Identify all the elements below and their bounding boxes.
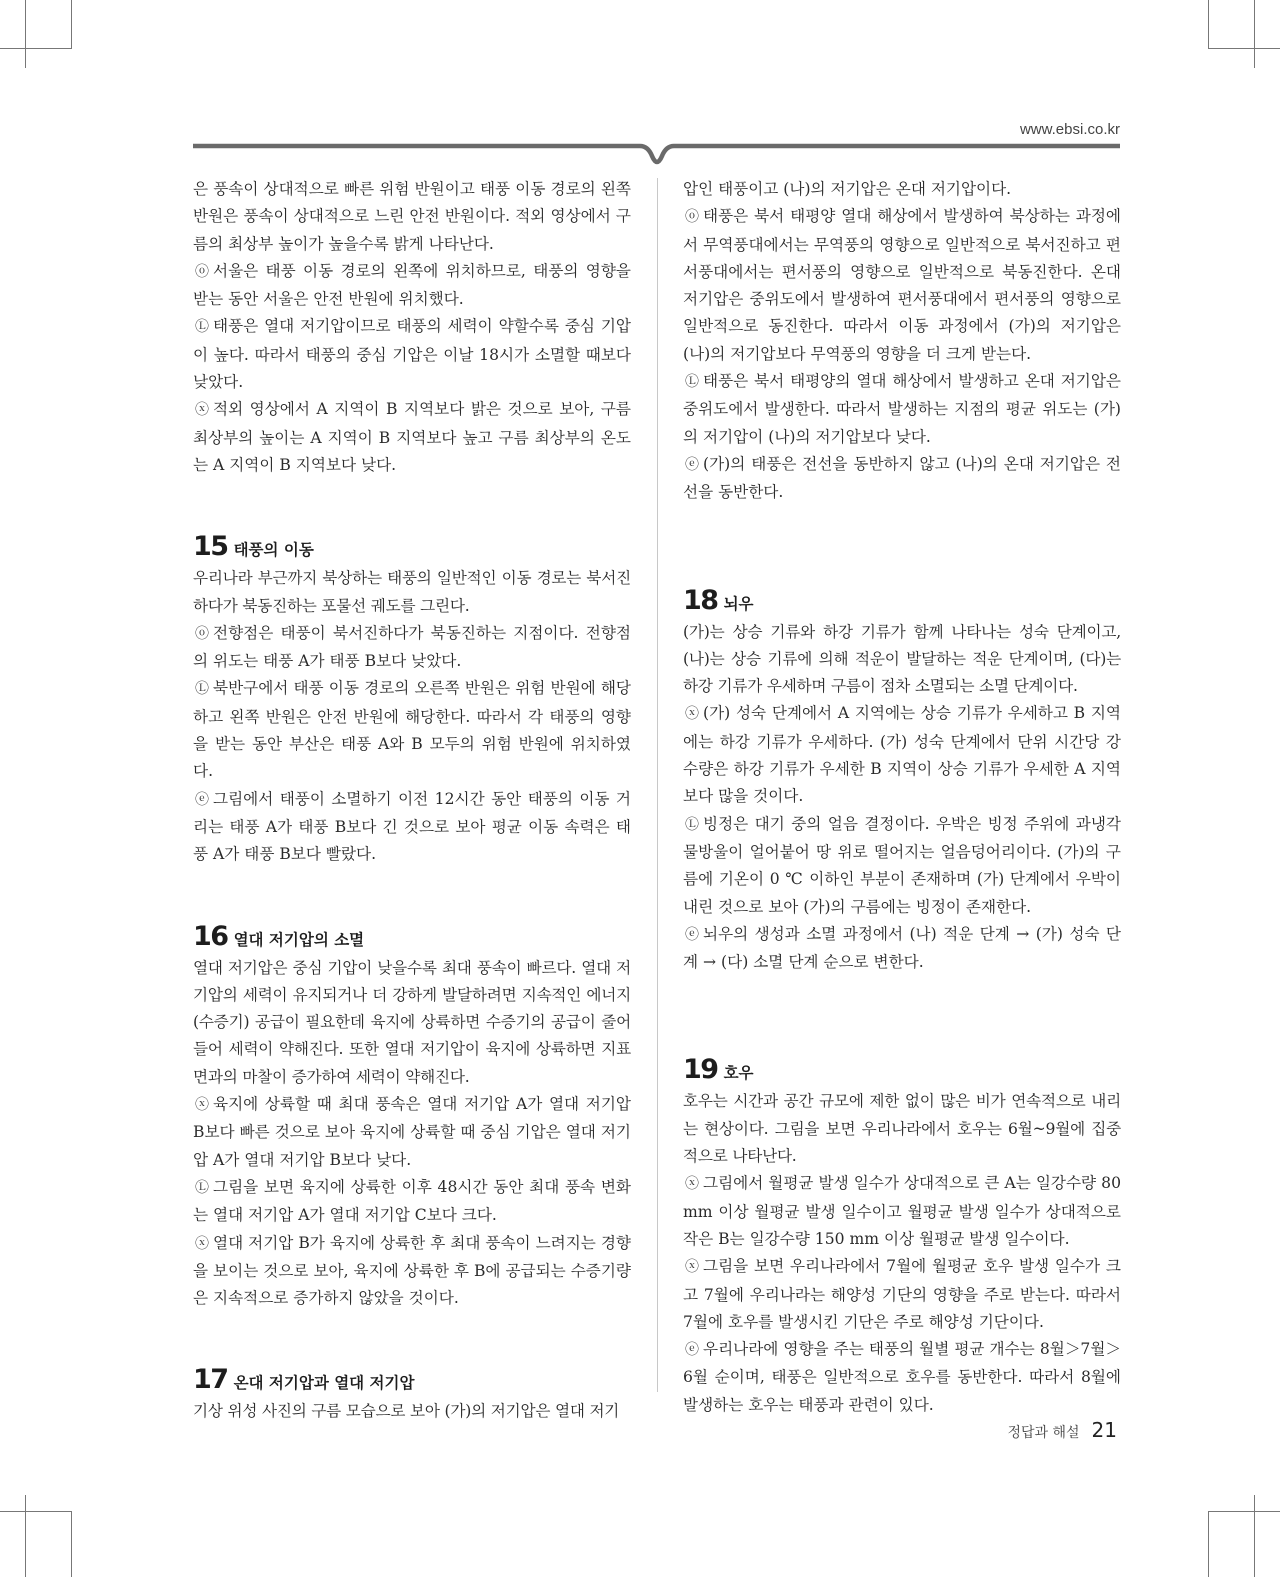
correct-mark-icon: Ⓛ <box>195 681 209 698</box>
section-lead: (가)는 상승 기류와 하강 기류가 함께 나타나는 성숙 단계이고, (나)는 상승 기류에 의해 적운이 발달하는 적운 단계이며, (다)는 하강 기류가 우세하며 구름이 점차 소멸되는 소멸 단계이다. <box>683 622 1121 696</box>
right-column <box>683 176 1121 1419</box>
wrong-mark-icon: ⓧ <box>195 1097 209 1114</box>
correct-mark-icon: Ⓛ <box>685 374 699 391</box>
answer-item <box>193 675 631 785</box>
answer-text: 그림에서 월평균 발생 일수가 상대적으로 큰 A는 일강수량 80 mm 이상 월평균 발생 일수이고 월평균 발생 일수가 상대적으로 작은 B는 일강수량 150 mm 이상 월평균 발생 일수이다. <box>683 1174 1121 1248</box>
section-number: 19 <box>683 1054 718 1086</box>
answer-text: 적외 영상에서 A 지역이 B 지역보다 밝은 것으로 보아, 구름 최상부의 높이는 A 지역이 B 지역보다 높고 구름 최상부의 온도는 A 지역이 B 지역보다 낮다. <box>193 400 631 474</box>
crop-mark <box>25 1495 26 1577</box>
section-title: 뇌우 <box>723 594 754 613</box>
correct-mark-icon: ⓔ <box>685 926 699 943</box>
answer-item <box>683 1170 1121 1253</box>
answer-item <box>683 1253 1121 1336</box>
answer-item <box>683 203 1121 368</box>
section-number: 18 <box>683 584 718 616</box>
page-number: 21 <box>1091 1418 1117 1442</box>
section-title: 온대 저기압과 열대 저기압 <box>233 1374 415 1393</box>
correct-mark-icon: Ⓛ <box>195 319 209 336</box>
section-title: 열대 저기압의 소멸 <box>233 930 365 949</box>
answer-item <box>683 368 1121 451</box>
answer-text: 서울은 태풍 이동 경로의 왼쪽에 위치하므로, 태풍의 영향을 받는 동안 서울은 안전 반원에 위치했다. <box>193 261 631 309</box>
crop-mark <box>0 1511 72 1512</box>
answer-item <box>193 1174 631 1230</box>
answer-item <box>683 1336 1121 1419</box>
answer-item <box>683 451 1121 507</box>
section-lead: 기상 위성 사진의 구름 모습으로 보아 (가)의 저기압은 열대 저기 <box>193 1402 620 1421</box>
section-lead: 열대 저기압은 중심 기압이 낮을수록 최대 풍속이 빠르다. 열대 저기압의 세력이 유지되거나 더 강하게 발달하려면 지속적인 에너지(수증기) 공급이 필요한데 육지에 상륙하면 수증기의 공급이 줄어들어 세력이 약해진다. 또한 열대 저기압이 육지에 상륙하면 지표면과의 마찰이 증가하여 세력이 약해진다. <box>193 958 631 1086</box>
left-column <box>193 176 631 1426</box>
wrong-mark-icon: ⓧ <box>195 402 209 419</box>
wrong-mark-icon: ⓧ <box>685 1176 699 1193</box>
intro-text: 압인 태풍이고 (나)의 저기압은 온대 저기압이다. <box>683 180 1012 198</box>
crop-mark <box>1208 1511 1280 1512</box>
answer-text: 우리나라에 영향을 주는 태풍의 월별 평균 개수는 8월＞7월＞6월 순이며, 태풍은 일반적으로 호우를 동반한다. 따라서 8월에 발생하는 호우는 태풍과 관련이 있다. <box>683 1340 1121 1414</box>
answer-item <box>193 620 631 676</box>
correct-mark-icon: Ⓛ <box>195 1179 209 1196</box>
answer-text: 그림에서 태풍이 소멸하기 이전 12시간 동안 태풍의 이동 거리는 태풍 A가 태풍 B보다 긴 것으로 보아 평균 이동 속력은 태풍 A가 태풍 B보다 빨랐다. <box>193 789 631 864</box>
correct-mark-icon: ⓔ <box>195 791 209 808</box>
section-number: 17 <box>193 1364 228 1396</box>
answer-item <box>193 258 631 314</box>
section-lead: 호우는 시간과 공간 규모에 제한 없이 많은 비가 연속적으로 내리는 현상이다. 그림을 보면 우리나라에서 호우는 6월~9월에 집중적으로 나타난다. <box>683 1092 1121 1166</box>
answer-text: 태풍은 북서 태평양의 열대 해상에서 발생하고 온대 저기압은 중위도에서 발생한다. 따라서 발생하는 지점의 평균 위도는 (가)의 저기압이 (나)의 저기압보다 낮다. <box>683 372 1121 446</box>
correct-mark-icon: ⓞ <box>195 625 209 642</box>
section-16-heading <box>193 920 631 952</box>
column-divider <box>657 178 658 1392</box>
section-lead: 우리나라 부근까지 북상하는 태풍의 일반적인 이동 경로는 북서진하다가 북동진하는 포물선 궤도를 그린다. <box>193 569 631 615</box>
answer-item <box>193 786 631 869</box>
answer-item <box>193 396 631 479</box>
answer-text: 그림을 보면 육지에 상륙한 이후 48시간 동안 최대 풍속 변화는 열대 저기압 A가 열대 저기압 C보다 크다. <box>193 1177 631 1225</box>
intro-text: 은 풍속이 상대적으로 빠른 위험 반원이고 태풍 이동 경로의 왼쪽 반원은 풍속이 상대적으로 느린 안전 반원이다. 적외 영상에서 구름의 최상부 높이가 높을수록 밝게 나타난다. <box>193 180 631 253</box>
section-title: 호우 <box>723 1064 754 1083</box>
correct-mark-icon: Ⓛ <box>685 816 699 833</box>
answer-item <box>683 921 1121 977</box>
crop-mark <box>1254 1495 1255 1577</box>
section-15-heading <box>193 533 631 561</box>
section-title: 태풍의 이동 <box>233 541 314 560</box>
answer-item <box>193 1230 631 1313</box>
section-17-heading <box>193 1366 631 1394</box>
footer-label: 정답과 해설 <box>1007 1425 1080 1441</box>
correct-mark-icon: ⓔ <box>685 1342 699 1359</box>
answer-text: 태풍은 열대 저기압이므로 태풍의 세력이 약할수록 중심 기압이 높다. 따라서 태풍의 중심 기압은 이날 18시가 소멸할 때보다 낮았다. <box>193 317 631 392</box>
answer-text: 열대 저기압 B가 육지에 상륙한 후 최대 풍속이 느려지는 경향을 보이는 것으로 보아, 육지에 상륙한 후 B에 공급되는 수증기량은 지속적으로 증가하지 않았을 것이다. <box>193 1233 631 1308</box>
section-number: 16 <box>193 920 228 952</box>
answer-text: 육지에 상륙할 때 최대 풍속은 열대 저기압 A가 열대 저기압 B보다 빠른 것으로 보아 육지에 상륙할 때 중심 기압은 열대 저기압 A가 열대 저기압 B보다 낮다. <box>193 1095 631 1169</box>
answer-text: 북반구에서 태풍 이동 경로의 오른쪽 반원은 위험 반원에 해당하고 왼쪽 반원은 안전 반원에 해당한다. 따라서 각 태풍의 영향을 받는 동안 부산은 태풍 A와 B 모두의 위험 반원에 위치하였다. <box>193 679 631 781</box>
wrong-mark-icon: ⓧ <box>685 706 699 723</box>
answer-text: 태풍은 북서 태평양 열대 해상에서 발생하여 북상하는 과정에서 무역풍대에서는 무역풍의 영향으로 일반적으로 북서진하고 편서풍대에서는 편서풍의 영향으로 일반적으로 북동진한다. 온대 저기압은 중위도에서 발생하여 편서풍대에서 편서풍의 영향으로 일반적으로 동진한다. 따라서 이동 과정에서 (가)의 저기압은 (나)의 저기압보다 무역풍의 영향을 더 크게 받는다. <box>683 207 1121 363</box>
correct-mark-icon: ⓞ <box>685 209 699 226</box>
answer-item <box>683 700 1121 810</box>
wrong-mark-icon: ⓧ <box>685 1259 699 1276</box>
crop-mark <box>1208 1511 1209 1577</box>
crop-mark <box>71 1511 72 1577</box>
correct-mark-icon: ⓔ <box>685 456 699 473</box>
header-rule <box>0 0 1280 180</box>
header-rule-line <box>193 146 1120 162</box>
page-footer <box>1007 1418 1117 1442</box>
wrong-mark-icon: ⓧ <box>195 1235 209 1252</box>
answer-text: 뇌우의 생성과 소멸 과정에서 (나) 적운 단계 → (가) 성숙 단계 → (다) 소멸 단계 순으로 변한다. <box>683 924 1121 972</box>
correct-mark-icon: ⓞ <box>195 263 209 280</box>
answer-text: 빙정은 대기 중의 얼음 결정이다. 우박은 빙정 주위에 과냉각 물방울이 얼어붙어 땅 위로 떨어지는 얼음덩어리이다. (가)의 구름에 기온이 0 ℃ 이하인 부분이 존재하며 (가) 단계에서 우박이 내린 것으로 보아 (가)의 구름에는 빙정이 존재한다. <box>683 814 1121 916</box>
section-number: 15 <box>193 531 228 563</box>
answer-text: (가) 성숙 단계에서 A 지역에는 상승 기류가 우세하고 B 지역에는 하강 기류가 우세하다. (가) 성숙 단계에서 단위 시간당 강수량은 하강 기류가 우세한 B 지역이 상승 기류가 우세한 A 지역보다 많을 것이다. <box>683 704 1121 806</box>
answer-item <box>193 1091 631 1174</box>
answer-item <box>193 313 631 396</box>
section-18-heading <box>683 584 1121 616</box>
answer-item <box>683 811 1121 921</box>
answer-text: 그림을 보면 우리나라에서 7월에 월평균 호우 발생 일수가 크고 7월에 우리나라는 해양성 기단의 영향을 주로 받는다. 따라서 7월에 호우를 발생시킨 기단은 주로 해양성 기단이다. <box>683 1257 1121 1331</box>
site-url[interactable]: www.ebsi.co.kr <box>1019 121 1120 138</box>
section-19-heading <box>683 1056 1121 1084</box>
answer-text: 전향점은 태풍이 북서진하다가 북동진하는 지점이다. 전향점의 위도는 태풍 A가 태풍 B보다 낮았다. <box>193 623 631 671</box>
answer-text: (가)의 태풍은 전선을 동반하지 않고 (나)의 온대 저기압은 전선을 동반한다. <box>683 454 1121 502</box>
